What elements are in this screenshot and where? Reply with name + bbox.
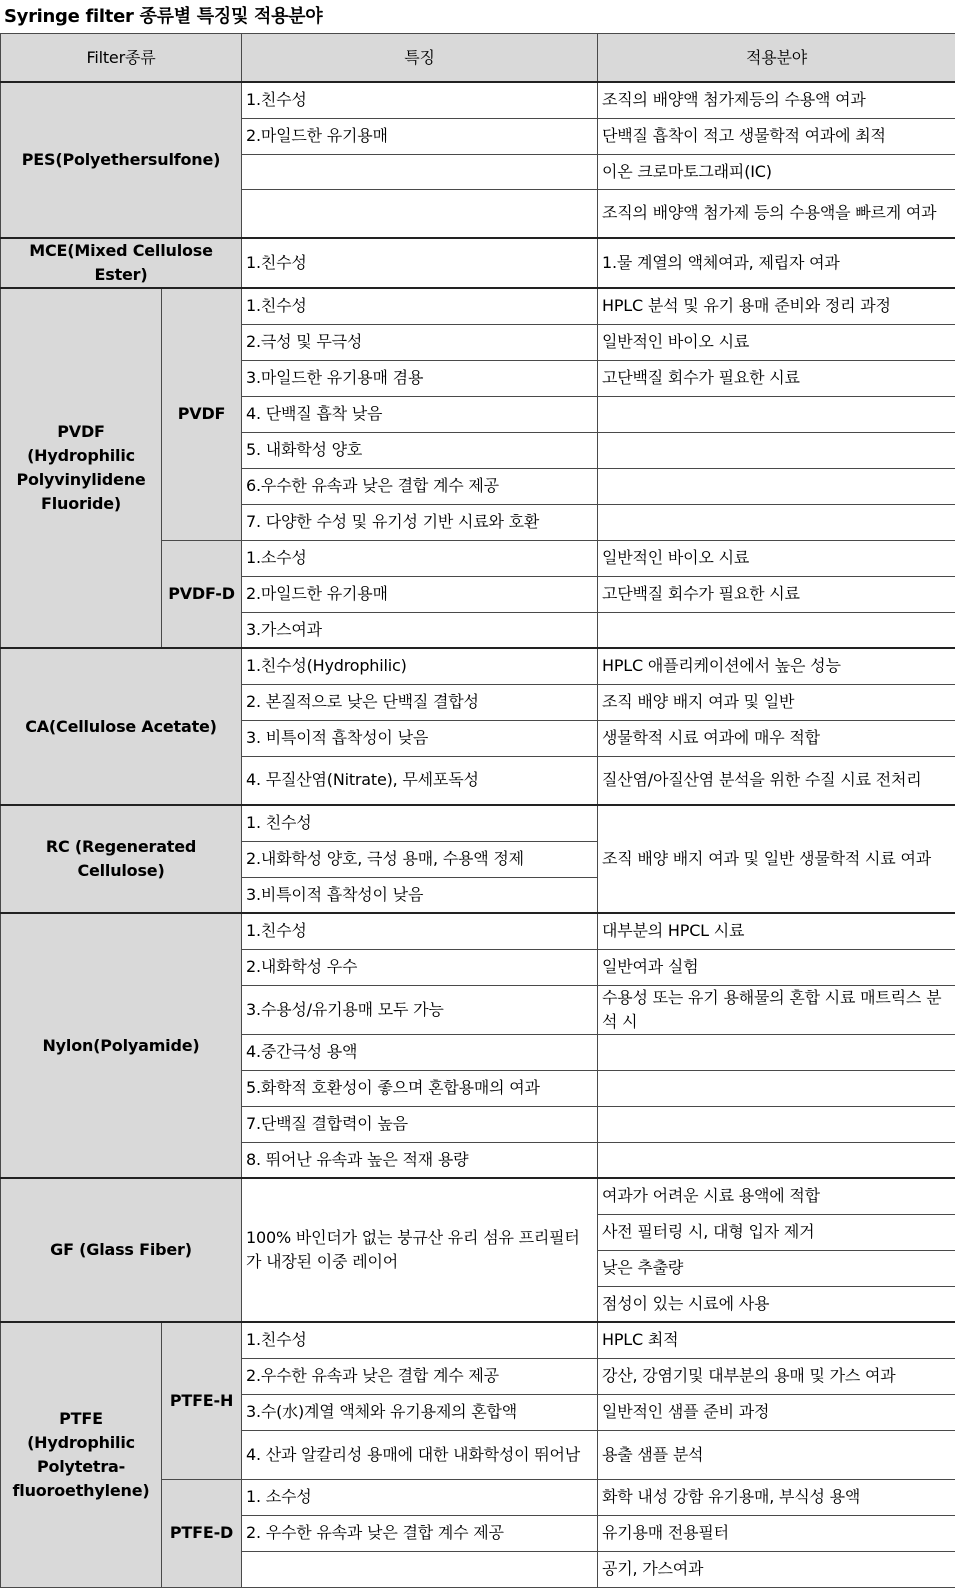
table-row [1,805,955,841]
table-row [1,913,955,949]
table-row [1,1178,955,1214]
application-cell: 여과가 어려운 시료 용액에 적합 [598,1178,955,1214]
application-cell [598,1142,955,1178]
table-row [1,82,955,118]
feature-cell: 3.수(水)계열 액체와 유기용제의 혼합액 [242,1394,598,1430]
feature-cell: 1.친수성(Hydrophilic) [242,648,598,684]
feature-cell: 4. 단백질 흡착 낮음 [242,396,598,432]
feature-cell: 3. 비특이적 흡착성이 낮음 [242,720,598,756]
application-cell: 조직의 배양액 첨가제 등의 수용액을 빠르게 여과 [598,189,955,238]
subtype-pvdf-d: PVDF-D [162,540,242,648]
application-cell: 낮은 추출량 [598,1250,955,1286]
pvdf-name-line: (Hydrophilic [5,444,157,468]
application-cell [598,1034,955,1070]
header-row [1,34,955,83]
feature-cell: 8. 뛰어난 유속과 높은 적재 용량 [242,1142,598,1178]
application-cell: 고단백질 회수가 필요한 시료 [598,576,955,612]
feature-cell: 2. 우수한 유속과 낮은 결합 계수 제공 [242,1515,598,1551]
feature-cell: 4. 무질산염(Nitrate), 무세포독성 [242,756,598,805]
application-cell: 일반여과 실험 [598,949,955,985]
feature-cell: 3.수용성/유기용매 모두 가능 [242,985,598,1034]
application-cell: 단백질 흡착이 적고 생물학적 여과에 최적 [598,118,955,154]
feature-cell: 7. 다양한 수성 및 유기성 기반 시료와 호환 [242,504,598,540]
feature-cell: 2.마일드한 유기용매 [242,576,598,612]
ptfe-name-line: fluoroethylene) [5,1479,157,1503]
application-cell: 일반적인 샘플 준비 과정 [598,1394,955,1430]
feature-cell: 2. 본질적으로 낮은 단백질 결합성 [242,684,598,720]
application-cell: 조직의 배양액 첨가제등의 수용액 여과 [598,82,955,118]
application-cell: 점성이 있는 시료에 사용 [598,1286,955,1322]
application-cell: 조직 배양 배지 여과 및 일반 [598,684,955,720]
application-cell: 일반적인 바이오 시료 [598,540,955,576]
feature-cell: 1.친수성 [242,913,598,949]
feature-cell [242,1551,598,1587]
feature-cell: 2.내화학성 우수 [242,949,598,985]
feature-cell: 3.가스여과 [242,612,598,648]
feature-cell: 1.소수성 [242,540,598,576]
filter-name-nylon: Nylon(Polyamide) [1,913,242,1178]
feature-cell [242,154,598,189]
application-cell: 사전 필터링 시, 대형 입자 제거 [598,1214,955,1250]
filter-name-ca: CA(Cellulose Acetate) [1,648,242,805]
feature-cell: 4. 산과 알칼리성 용매에 대한 내화학성이 뛰어남 [242,1430,598,1479]
application-cell [598,612,955,648]
application-cell: 공기, 가스여과 [598,1551,955,1587]
pvdf-name-line: PVDF [5,420,157,444]
application-cell: HPLC 애플리케이션에서 높은 성능 [598,648,955,684]
table-row [1,288,955,324]
subtype-pvdf: PVDF [162,288,242,540]
filter-name-gf: GF (Glass Fiber) [1,1178,242,1322]
feature-cell: 100% 바인더가 없는 붕규산 유리 섬유 프리필터가 내장된 이중 레이어 [242,1178,598,1322]
filter-table [0,33,955,1588]
application-cell: 일반적인 바이오 시료 [598,324,955,360]
application-cell: 1.물 계열의 액체여과, 제립자 여과 [598,238,955,288]
application-cell [598,1070,955,1106]
application-cell: 용출 샘플 분석 [598,1430,955,1479]
header-application: 적용분야 [598,34,955,83]
ptfe-name-line: (Hydrophilic [5,1431,157,1455]
application-cell: 대부분의 HPCL 시료 [598,913,955,949]
application-cell: 이온 크로마토그래피(IC) [598,154,955,189]
application-cell [598,1106,955,1142]
application-cell [598,432,955,468]
feature-cell: 1.친수성 [242,238,598,288]
filter-name-pvdf [1,288,162,648]
table-row [1,1322,955,1358]
header-feature: 특징 [242,34,598,83]
ptfe-name-line: Polytetra- [5,1455,157,1479]
feature-cell: 4.중간극성 용액 [242,1034,598,1070]
feature-cell: 2.내화학성 양호, 극성 용매, 수용액 정제 [242,841,598,877]
application-cell: 생물학적 시료 여과에 매우 적합 [598,720,955,756]
feature-cell: 3.마일드한 유기용매 겸용 [242,360,598,396]
application-cell [598,504,955,540]
application-cell: 조직 배양 배지 여과 및 일반 생물학적 시료 여과 [598,805,955,913]
feature-cell: 1.친수성 [242,82,598,118]
application-cell [598,396,955,432]
feature-cell: 2.마일드한 유기용매 [242,118,598,154]
pvdf-name-line: Fluoride) [5,492,157,516]
feature-cell: 5. 내화학성 양호 [242,432,598,468]
subtype-ptfe-h: PTFE-H [162,1322,242,1479]
application-cell: 화학 내성 강함 유기용매, 부식성 용액 [598,1479,955,1515]
page-title: Syringe filter 종류별 특징및 적용분야 [4,2,322,32]
filter-name-pes: PES(Polyethersulfone) [1,82,242,238]
feature-cell: 1.친수성 [242,288,598,324]
filter-name-ptfe [1,1322,162,1587]
feature-cell: 6.우수한 유속과 낮은 결합 계수 제공 [242,468,598,504]
feature-cell: 2.우수한 유속과 낮은 결합 계수 제공 [242,1358,598,1394]
table-row [1,648,955,684]
application-cell: 유기용매 전용필터 [598,1515,955,1551]
application-cell: HPLC 최적 [598,1322,955,1358]
application-cell [598,468,955,504]
pvdf-name-line: Polyvinylidene [5,468,157,492]
feature-cell: 3.비특이적 흡착성이 낮음 [242,877,598,913]
feature-cell: 1. 친수성 [242,805,598,841]
feature-cell: 5.화학적 호환성이 좋으며 혼합용매의 여과 [242,1070,598,1106]
feature-cell [242,189,598,238]
feature-cell: 1.친수성 [242,1322,598,1358]
subtype-ptfe-d: PTFE-D [162,1479,242,1587]
header-filter-type: Filter종류 [1,34,242,83]
application-cell: 고단백질 회수가 필요한 시료 [598,360,955,396]
feature-cell: 2.극성 및 무극성 [242,324,598,360]
application-cell: 강산, 강염기및 대부분의 용매 및 가스 여과 [598,1358,955,1394]
application-cell: 수용성 또는 유기 용해물의 혼합 시료 매트릭스 분석 시 [598,985,955,1034]
application-cell: 질산염/아질산염 분석을 위한 수질 시료 전처리 [598,756,955,805]
ptfe-name-line: PTFE [5,1407,157,1431]
application-cell: HPLC 분석 및 유기 용매 준비와 정리 과정 [598,288,955,324]
filter-name-rc: RC (Regenerated Cellulose) [1,805,242,913]
table-row [1,238,955,288]
filter-name-mce: MCE(Mixed Cellulose Ester) [1,238,242,288]
feature-cell: 7.단백질 결합력이 높음 [242,1106,598,1142]
feature-cell: 1. 소수성 [242,1479,598,1515]
